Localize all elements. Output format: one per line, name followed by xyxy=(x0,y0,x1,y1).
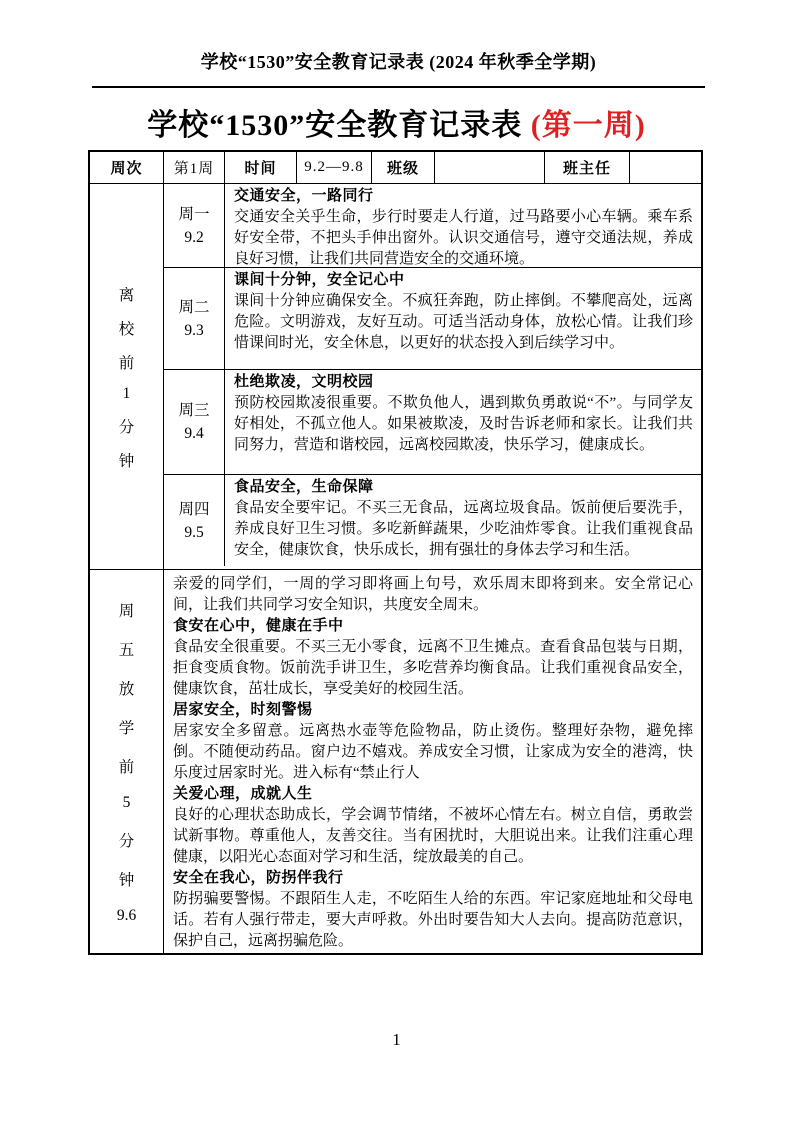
section1-rows xyxy=(164,184,701,569)
class-label-cell: 班级 xyxy=(372,152,435,183)
topic-text: 食品安全很重要。不买三无小零食，远离不卫生摊点。查看食品包装与日期，拒食变质食物。饭前洗手讲卫生，多吃营养均衡食品。让我们重视食品安全，健康饮食，茁壮成长，享受美好的校园生活。 xyxy=(173,639,693,697)
page-title-week: (第一周) xyxy=(530,109,646,142)
content-text: 食品安全要牢记。不买三无食品，远离垃圾食品。饭前便后要洗手，养成良好卫生习惯。多吃新鲜蔬果，少吃油炸零食。让我们重视食品安全，健康饮食，快乐成长，拥有强壮的身体去学习和生活。 xyxy=(234,500,693,558)
section-friday xyxy=(90,570,701,953)
content-cell xyxy=(225,370,701,474)
content-title: 杜绝欺凌，文明校园 xyxy=(234,374,374,390)
day-name: 周三 xyxy=(178,402,210,419)
side-char: 放 xyxy=(118,680,135,698)
teacher-value-cell xyxy=(630,152,701,183)
class-value-cell xyxy=(435,152,545,183)
topic-title: 关爱心理，成就人生 xyxy=(173,786,313,802)
section2-side-label xyxy=(90,570,164,953)
running-header-title: 学校“1530”安全教育记录表 (2024 年秋季全学期) xyxy=(200,52,597,72)
table-row-wednesday xyxy=(164,370,701,475)
topic-text: 居家安全多留意。远离热水壶等危险物品，防止烫伤。整理好杂物，避免摔倒。不随便动药品。窗户边不嬉戏。养成安全习惯，让家成为安全的港湾，快乐度过居家时光。进入标有“禁止行人 xyxy=(173,723,693,781)
day-date: 9.4 xyxy=(184,425,204,442)
running-header xyxy=(92,48,705,88)
content-title: 课间十分钟，安全记心中 xyxy=(234,272,405,288)
side-char: 校 xyxy=(118,320,135,338)
table-row-monday xyxy=(164,184,701,268)
day-date: 9.2 xyxy=(184,228,204,246)
friday-content-cell xyxy=(164,570,701,953)
week-value-cell: 第1周 xyxy=(164,152,225,183)
page-number: 1 xyxy=(392,1030,401,1049)
day-cell xyxy=(164,370,225,474)
week-label-cell: 周次 xyxy=(90,152,164,183)
side-char: 5 xyxy=(122,793,131,811)
content-title: 交通安全，一路同行 xyxy=(234,188,374,204)
side-char: 钟 xyxy=(118,871,135,889)
topic-title: 居家安全，时刻警惕 xyxy=(173,702,313,718)
time-value-cell: 9.2—9.8 xyxy=(297,152,372,183)
side-char: 钟 xyxy=(118,452,135,470)
side-char: 分 xyxy=(118,832,135,850)
section-before-leaving xyxy=(90,184,701,570)
info-row xyxy=(90,152,701,184)
side-char: 1 xyxy=(122,384,131,402)
page-title xyxy=(0,100,793,144)
teacher-label-cell: 班主任 xyxy=(545,152,630,183)
section1-side-label xyxy=(90,184,164,569)
day-cell xyxy=(164,184,225,267)
friday-intro: 亲爱的同学们，一周的学习即将画上句号，欢乐周末即将到来。安全常记心间，让我们共同学习安全知识，共度安全周末。 xyxy=(173,576,693,613)
side-char: 学 xyxy=(118,719,135,737)
day-cell xyxy=(164,268,225,369)
topic-text: 良好的心理状态助成长，学会调节情绪，不被坏心情左右。树立自信，勇敢尝试新事物。尊重他人，友善交往。当有困扰时，大胆说出来。让我们注重心理健康，以阳光心态面对学习和生活，绽放最美的自己。 xyxy=(173,807,693,865)
topic-title: 食安在心中，健康在手中 xyxy=(173,618,344,634)
day-name: 周一 xyxy=(178,205,210,223)
side-char: 离 xyxy=(118,286,135,304)
record-table xyxy=(88,150,703,955)
content-title: 食品安全，生命保障 xyxy=(234,479,374,495)
time-label-cell: 时间 xyxy=(225,152,297,183)
side-char: 前 xyxy=(118,758,135,776)
table-row-thursday xyxy=(164,475,701,566)
side-date: 9.6 xyxy=(116,906,137,924)
content-text: 预防校园欺凌很重要。不欺负他人，遇到欺负勇敢说“不”。与同学友好相处，不孤立他人。如果被欺凌，及时告诉老师和家长。让我们共同努力，营造和谐校园，远离校园欺凌，快乐学习，健康成长。 xyxy=(234,395,693,453)
table-row-tuesday xyxy=(164,268,701,370)
side-char: 前 xyxy=(118,354,135,372)
content-text: 课间十分钟应确保安全。不疯狂奔跑，防止摔倒。不攀爬高处，远离危险。文明游戏，友好互动。可适当活动身体，放松心情。让我们珍惜课间时光，安全休息，以更好的状态投入到后续学习中。 xyxy=(234,293,693,351)
side-char: 分 xyxy=(118,418,135,436)
day-name: 周四 xyxy=(178,500,210,518)
day-name: 周二 xyxy=(178,298,210,316)
topic-title: 安全在我心，防拐伴我行 xyxy=(173,870,344,886)
content-text: 交通安全关乎生命，步行时要走人行道，过马路要小心车辆。乘车系好安全带，不把头手伸出窗外。认识交通信号，遵守交通法规，养成良好习惯，让我们共同营造安全的交通环境。 xyxy=(234,209,693,267)
content-cell xyxy=(225,268,701,369)
day-cell xyxy=(164,475,225,566)
content-cell xyxy=(225,184,701,267)
side-char: 周 xyxy=(118,602,135,620)
page-title-main: 学校“1530”安全教育记录表 xyxy=(147,109,523,142)
side-char: 五 xyxy=(118,641,135,659)
content-cell xyxy=(225,475,701,566)
topic-text: 防拐骗要警惕。不跟陌生人走，不吃陌生人给的东西。牢记家庭地址和父母电话。若有人强行带走，要大声呼救。外出时要告知大人去向。提高防范意识，保护自己，远离拐骗危险。 xyxy=(173,891,693,949)
day-date: 9.3 xyxy=(184,321,204,339)
day-date: 9.5 xyxy=(184,523,204,541)
